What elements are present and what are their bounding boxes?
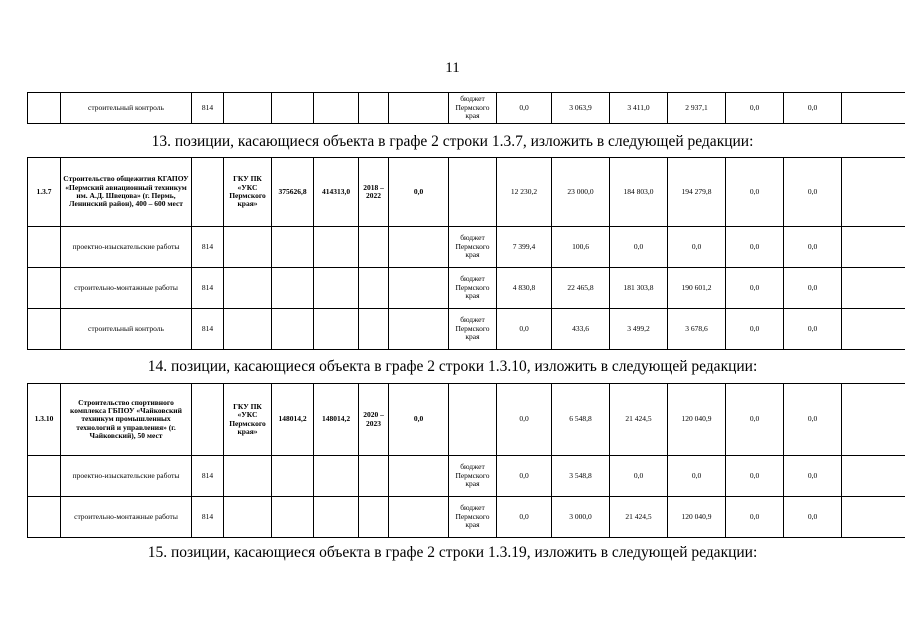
table-cell — [359, 227, 389, 268]
table-cell — [842, 268, 905, 309]
table-cell: 2 937,1 — [668, 93, 726, 124]
table-cell: бюджет Пермского края — [449, 497, 497, 538]
table-cell: строительно-монтажные работы — [61, 268, 192, 309]
table-cell — [314, 497, 359, 538]
table-cell: 814 — [192, 227, 224, 268]
table-cell: 120 040,9 — [668, 497, 726, 538]
table-cell: 0,0 — [668, 227, 726, 268]
table-cell: бюджет Пермского края — [449, 309, 497, 350]
table-row — [28, 158, 905, 227]
table-cell: 814 — [192, 268, 224, 309]
table-cell: 0,0 — [497, 93, 552, 124]
table-cell — [314, 268, 359, 309]
table-section-13 — [27, 157, 905, 350]
table-cell: Строительство общежития КГАПОУ «Пермский авиационный техникум им. А.Д. Швецова» (г. Пермь, Ленинский район), 400 – 600 мест — [61, 158, 192, 227]
table-cell — [272, 497, 314, 538]
table-cell: 22 465,8 — [552, 268, 610, 309]
table-cell: 0,0 — [784, 309, 842, 350]
table-cell: 0,0 — [497, 309, 552, 350]
table-row — [28, 384, 905, 456]
table-cell: 3 499,2 — [610, 309, 668, 350]
table-cell: 0,0 — [610, 456, 668, 497]
table-cell: 0,0 — [726, 93, 784, 124]
table-cell: 1.3.7 — [28, 158, 61, 227]
table-cell — [28, 309, 61, 350]
table-cell — [314, 227, 359, 268]
table-cell — [842, 93, 905, 124]
table-cell: 0,0 — [610, 227, 668, 268]
table-cell: 148014,2 — [272, 384, 314, 456]
table-cell — [449, 158, 497, 227]
table-cell: 181 303,8 — [610, 268, 668, 309]
table-cell: 23 000,0 — [552, 158, 610, 227]
table-cell: 3 063,9 — [552, 93, 610, 124]
table-cell — [389, 497, 449, 538]
table-cell: 0,0 — [784, 497, 842, 538]
table-cell — [359, 497, 389, 538]
table-cell: 12 230,2 — [497, 158, 552, 227]
table-cell — [389, 456, 449, 497]
section-13-heading: 13. позиции, касающиеся объекта в графе 2 строки 1.3.7, изложить в следующей редакции: — [151, 133, 754, 150]
table-cell — [224, 456, 272, 497]
table-cell: бюджет Пермского края — [449, 93, 497, 124]
table-cell — [314, 93, 359, 124]
table-cell: 814 — [192, 93, 224, 124]
table-cell — [272, 309, 314, 350]
table-cell: 120 040,9 — [668, 384, 726, 456]
table-cell — [842, 384, 905, 456]
table-cell — [28, 456, 61, 497]
table-cell: 0,0 — [389, 158, 449, 227]
table-cell: 0,0 — [726, 497, 784, 538]
table-row — [28, 93, 905, 124]
table-row — [28, 456, 905, 497]
table-cell: строительный контроль — [61, 309, 192, 350]
table-cell — [314, 456, 359, 497]
table-cell: 0,0 — [784, 384, 842, 456]
table-cell — [272, 227, 314, 268]
section-14-heading: 14. позиции, касающиеся объекта в графе 2 строки 1.3.10, изложить в следующей редакции: — [147, 358, 758, 375]
table-cell: 0,0 — [497, 497, 552, 538]
table-cell — [842, 497, 905, 538]
table-cell: 0,0 — [726, 456, 784, 497]
table-row — [28, 227, 905, 268]
table-cell: 0,0 — [784, 93, 842, 124]
table-cell: 0,0 — [784, 227, 842, 268]
table-cell: ГКУ ПК «УКС Пермского края» — [224, 384, 272, 456]
table-cell: 0,0 — [726, 384, 784, 456]
page-number: 11 — [445, 60, 460, 76]
table-cell — [28, 497, 61, 538]
table-cell — [842, 456, 905, 497]
table-cell: 0,0 — [668, 456, 726, 497]
table-cell — [224, 93, 272, 124]
table-cell: строительно-монтажные работы — [61, 497, 192, 538]
table-cell: 184 803,0 — [610, 158, 668, 227]
table-cell — [224, 497, 272, 538]
table-cell: 0,0 — [497, 384, 552, 456]
table-cell: проектно-изыскательские работы — [61, 456, 192, 497]
table-cell: бюджет Пермского края — [449, 227, 497, 268]
section-15-heading: 15. позиции, касающиеся объекта в графе 2 строки 1.3.19, изложить в следующей редакции: — [147, 544, 758, 561]
table-cell: 0,0 — [726, 227, 784, 268]
table-cell — [192, 158, 224, 227]
table-cell — [389, 227, 449, 268]
table-cell — [389, 268, 449, 309]
table-cell: бюджет Пермского края — [449, 268, 497, 309]
table-cell — [28, 227, 61, 268]
table-cell: 433,6 — [552, 309, 610, 350]
table-cell: 0,0 — [497, 456, 552, 497]
table-cell: 2018 – 2022 — [359, 158, 389, 227]
table-cell: строительный контроль — [61, 93, 192, 124]
table-cell — [359, 268, 389, 309]
table-cell: Строительство спортивного комплекса ГБПОУ «Чайковский техникум промышленных технологий и управления» (г. Чайковский), 50 мест — [61, 384, 192, 456]
table-cell: 0,0 — [726, 268, 784, 309]
table-cell — [389, 309, 449, 350]
table-cell: 814 — [192, 497, 224, 538]
table-row — [28, 497, 905, 538]
table-cell: 1.3.10 — [28, 384, 61, 456]
table-cell — [314, 309, 359, 350]
table-cell: 814 — [192, 456, 224, 497]
table-cell: 0,0 — [726, 309, 784, 350]
table-cell — [842, 227, 905, 268]
table-cell: 375626,8 — [272, 158, 314, 227]
table-cell: ГКУ ПК «УКС Пермского края» — [224, 158, 272, 227]
table-cell: 0,0 — [726, 158, 784, 227]
table-cell: 3 000,0 — [552, 497, 610, 538]
table-cell — [224, 309, 272, 350]
table-cell: 414313,0 — [314, 158, 359, 227]
table-cell — [272, 456, 314, 497]
table-section-14 — [27, 383, 905, 538]
table-cell: 194 279,8 — [668, 158, 726, 227]
table-cell: 0,0 — [784, 268, 842, 309]
table-cell: 148014,2 — [314, 384, 359, 456]
table-cell: 21 424,5 — [610, 497, 668, 538]
table-cell — [28, 93, 61, 124]
table-cell: 0,0 — [784, 456, 842, 497]
table-cell: бюджет Пермского края — [449, 456, 497, 497]
table-cell — [359, 309, 389, 350]
table-cell: 3 411,0 — [610, 93, 668, 124]
table-cell — [192, 384, 224, 456]
table-cell: 190 601,2 — [668, 268, 726, 309]
table-cell: 100,6 — [552, 227, 610, 268]
table-cell — [272, 268, 314, 309]
table-cell: 7 399,4 — [497, 227, 552, 268]
table-cell — [449, 384, 497, 456]
table-cell — [359, 93, 389, 124]
table-cell: 0,0 — [784, 158, 842, 227]
table-cell: 2020 – 2023 — [359, 384, 389, 456]
table-continuation — [27, 92, 905, 124]
table-row — [28, 268, 905, 309]
table-cell — [224, 268, 272, 309]
table-cell: 814 — [192, 309, 224, 350]
table-cell: 4 830,8 — [497, 268, 552, 309]
table-cell: 21 424,5 — [610, 384, 668, 456]
table-cell: 6 548,8 — [552, 384, 610, 456]
table-cell — [389, 93, 449, 124]
table-cell: 0,0 — [389, 384, 449, 456]
table-row — [28, 309, 905, 350]
table-cell — [359, 456, 389, 497]
table-cell — [224, 227, 272, 268]
table-cell: проектно-изыскательские работы — [61, 227, 192, 268]
table-cell: 3 678,6 — [668, 309, 726, 350]
table-cell: 3 548,8 — [552, 456, 610, 497]
table-cell — [28, 268, 61, 309]
table-cell — [842, 309, 905, 350]
table-cell — [272, 93, 314, 124]
table-cell — [842, 158, 905, 227]
